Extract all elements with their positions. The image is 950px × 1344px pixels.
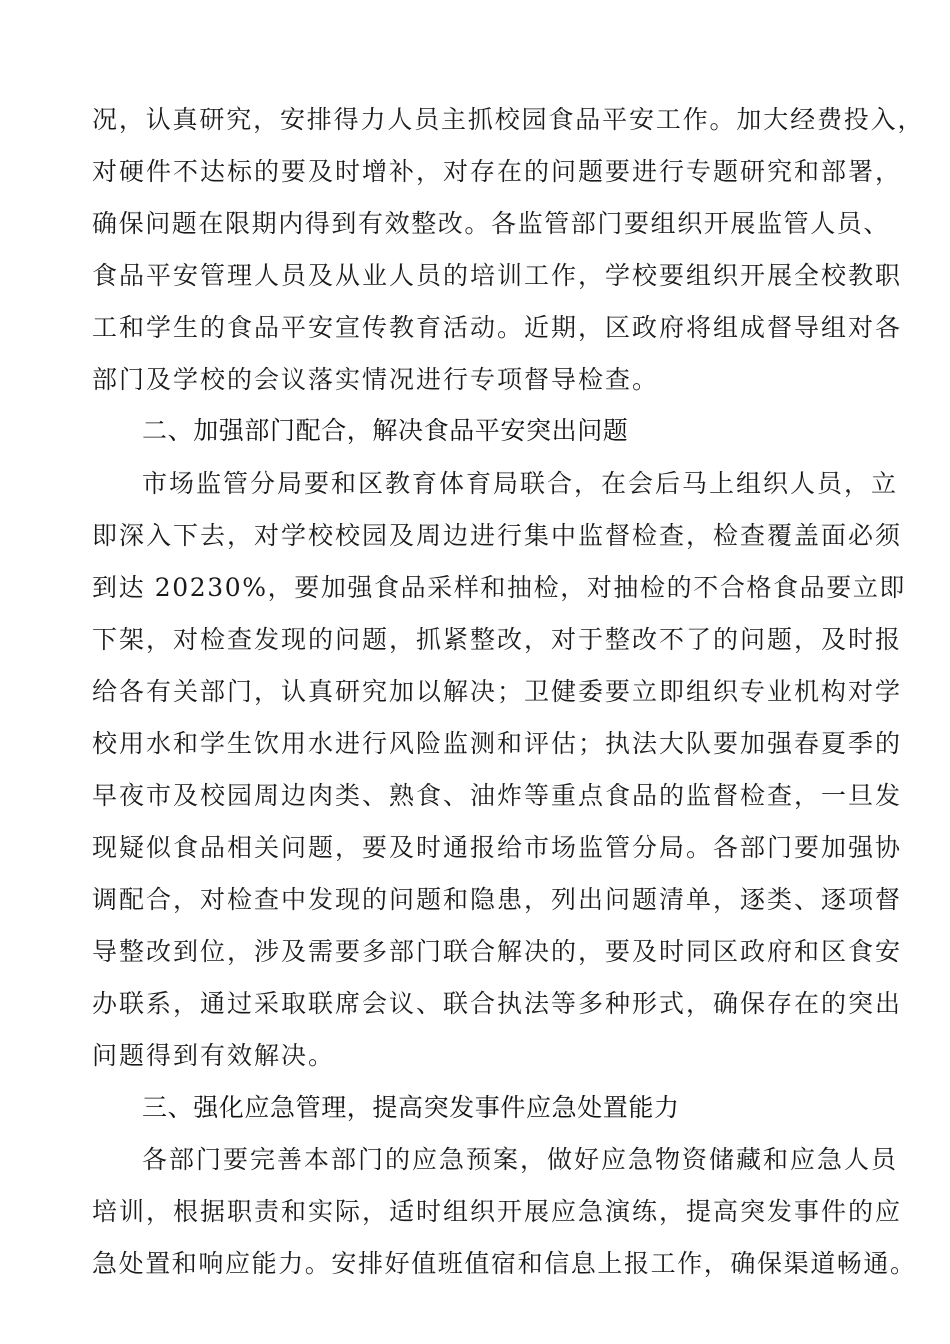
paragraph-1-line-4: 食品平安管理人员及从业人员的培训工作，学校要组织开展全校教职 (92, 261, 903, 290)
paragraph-2-line-9: 调配合，对检查中发现的问题和隐患，列出问题清单，逐类、逐项督 (92, 885, 903, 914)
section-heading-3: 三、强化应急管理，提高突发事件应急处置能力 (142, 1093, 680, 1122)
paragraph-2-line-8: 现疑似食品相关问题，要及时通报给市场监管分局。各部门要加强协 (92, 833, 903, 862)
paragraph-1-line-6: 部门及学校的会议落实情况进行专项督导检查。 (92, 365, 660, 394)
paragraph-2-line-11: 办联系，通过采取联席会议、联合执法等多种形式，确保存在的突出 (92, 989, 903, 1018)
section-heading-2: 二、加强部门配合，解决食品平安突出问题 (142, 416, 629, 445)
paragraph-1-line-5: 工和学生的食品平安宣传教育活动。近期，区政府将组成督导组对各 (92, 313, 903, 342)
paragraph-2-line-1: 市场监管分局要和区教育体育局联合，在会后马上组织人员，立 (142, 469, 899, 498)
paragraph-2-line-10: 导整改到位，涉及需要多部门联合解决的，要及时同区政府和区食安 (92, 937, 903, 966)
paragraph-3-line-2: 培训，根据职责和实际，适时组织开展应急演练，提高突发事件的应 (92, 1197, 903, 1226)
paragraph-3-line-1: 各部门要完善本部门的应急预案，做好应急物资储藏和应急人员 (142, 1145, 899, 1174)
paragraph-2-line-5: 给各有关部门，认真研究加以解决；卫健委要立即组织专业机构对学 (92, 677, 903, 706)
paragraph-1-line-3: 确保问题在限期内得到有效整改。各监管部门要组织开展监管人员、 (92, 209, 891, 238)
paragraph-1-line-1: 况，认真研究，安排得力人员主抓校园食品平安工作。加大经费投入， (92, 105, 925, 134)
paragraph-2-line-12: 问题得到有效解决。 (92, 1041, 336, 1070)
paragraph-2-line-2: 即深入下去，对学校校园及周边进行集中监督检查，检查覆盖面必须 (92, 521, 903, 550)
paragraph-3-line-3: 急处置和响应能力。安排好值班值宿和信息上报工作，确保渠道畅通。 (92, 1249, 917, 1278)
paragraph-1-line-2: 对硬件不达标的要及时增补，对存在的问题要进行专题研究和部署， (92, 157, 903, 186)
paragraph-2-line-4: 下架，对检查发现的问题，抓紧整改，对于整改不了的问题，及时报 (92, 625, 903, 654)
paragraph-2-line-3: 到达 20230%，要加强食品采样和抽检，对抽检的不合格食品要立即 (92, 573, 907, 602)
paragraph-2-line-6: 校用水和学生饮用水进行风险监测和评估；执法大队要加强春夏季的 (92, 729, 903, 758)
paragraph-2-line-7: 早夜市及校园周边肉类、熟食、油炸等重点食品的监督检查，一旦发 (92, 781, 903, 810)
